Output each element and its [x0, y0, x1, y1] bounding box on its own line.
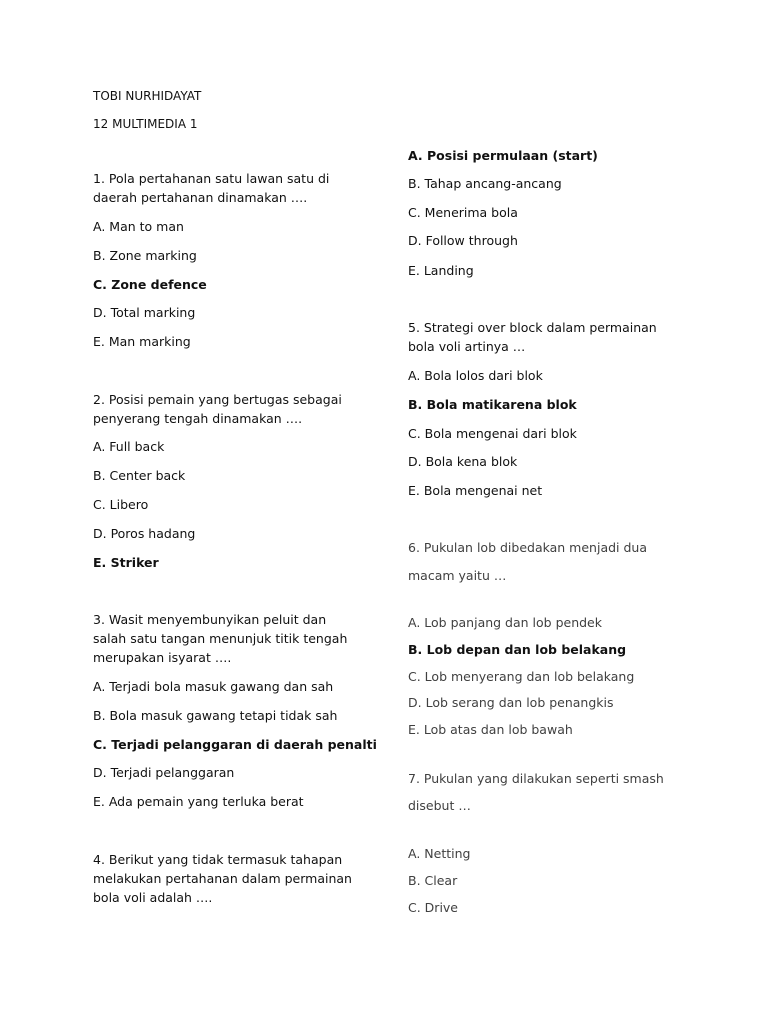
q7-option-b: B. Clear: [408, 873, 458, 888]
q2-option-a: A. Full back: [93, 439, 165, 454]
question-3-text: 3. Wasit menyembunyikan peluit dan salah satu tangan menunjuk titik tengah merupakan isyarat ….: [93, 612, 348, 665]
q3-option-b: B. Bola masuk gawang tetapi tidak sah: [93, 708, 338, 723]
question-1-text: 1. Pola pertahanan satu lawan satu di daerah pertahanan dinamakan ….: [93, 171, 330, 205]
q1-option-d: D. Total marking: [93, 305, 196, 320]
question-6-text-line-2: macam yaitu …: [408, 568, 507, 583]
q6-option-e: E. Lob atas dan lob bawah: [408, 722, 573, 737]
question-7-text-line-2: disebut …: [408, 798, 471, 813]
q4-option-b: B. Tahap ancang-ancang: [408, 176, 562, 191]
q5-option-a: A. Bola lolos dari blok: [408, 368, 543, 383]
q1-option-e: E. Man marking: [93, 334, 191, 349]
q4-option-c: C. Menerima bola: [408, 205, 518, 220]
q5-option-d: D. Bola kena blok: [408, 454, 518, 469]
q3-option-a: A. Terjadi bola masuk gawang dan sah: [93, 679, 334, 694]
q7-option-c: C. Drive: [408, 900, 458, 915]
q5-option-e: E. Bola mengenai net: [408, 483, 543, 498]
q6-option-d: D. Lob serang dan lob penangkis: [408, 695, 614, 710]
q1-option-a: A. Man to man: [93, 219, 184, 234]
question-7-text-line-1: 7. Pukulan yang dilakukan seperti smash: [408, 771, 664, 786]
q2-option-d: D. Poros hadang: [93, 526, 196, 541]
q6-option-c: C. Lob menyerang dan lob belakang: [408, 669, 635, 684]
q4-option-e: E. Landing: [408, 263, 474, 278]
question-2-text: 2. Posisi pemain yang bertugas sebagai penyerang tengah dinamakan ….: [93, 392, 342, 426]
q2-option-c: C. Libero: [93, 497, 149, 512]
student-name: TOBI NURHIDAYAT: [93, 89, 202, 103]
question-4-text: 4. Berikut yang tidak termasuk tahapan melakukan pertahanan dalam permainan bola voli adalah ….: [93, 852, 352, 905]
q3-option-c-answer: C. Terjadi pelanggaran di daerah penalti: [93, 737, 377, 752]
q5-option-b-answer: B. Bola matikarena blok: [408, 397, 577, 412]
q6-option-b-answer: B. Lob depan dan lob belakang: [408, 642, 627, 657]
q4-option-d: D. Follow through: [408, 233, 518, 248]
q4-option-a-answer: A. Posisi permulaan (start): [408, 148, 598, 163]
q6-option-a: A. Lob panjang dan lob pendek: [408, 615, 602, 630]
q1-option-c-answer: C. Zone defence: [93, 277, 207, 292]
question-6-text-line-1: 6. Pukulan lob dibedakan menjadi dua: [408, 540, 647, 555]
q7-option-a: A. Netting: [408, 846, 471, 861]
q3-option-e: E. Ada pemain yang terluka berat: [93, 794, 304, 809]
q5-option-c: C. Bola mengenai dari blok: [408, 426, 577, 441]
q3-option-d: D. Terjadi pelanggaran: [93, 765, 235, 780]
q2-option-e-answer: E. Striker: [93, 555, 159, 570]
q2-option-b: B. Center back: [93, 468, 186, 483]
question-5-text: 5. Strategi over block dalam permainan bola voli artinya …: [408, 320, 657, 354]
q1-option-b: B. Zone marking: [93, 248, 197, 263]
student-class: 12 MULTIMEDIA 1: [93, 117, 198, 131]
